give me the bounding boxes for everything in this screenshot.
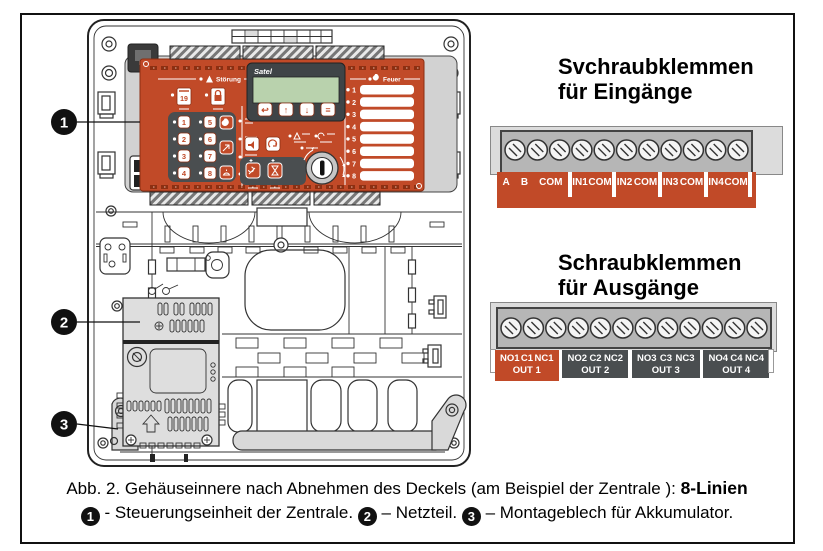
svg-text:1: 1 xyxy=(59,114,69,132)
svg-text:7: 7 xyxy=(352,161,356,169)
svg-text:7: 7 xyxy=(207,152,213,161)
svg-text:1: 1 xyxy=(352,87,356,95)
outputs-title-line2: für Ausgänge xyxy=(558,275,699,300)
input-group-in4: IN4 COM xyxy=(708,177,748,188)
output-group-out4: NO4 C4 NC4 OUT 4 xyxy=(703,350,769,378)
svg-text:8: 8 xyxy=(207,169,213,178)
svg-text:4: 4 xyxy=(352,124,356,132)
keypad xyxy=(168,112,236,182)
tamper-switch xyxy=(100,238,130,274)
svg-text:2: 2 xyxy=(59,314,69,332)
key-slot xyxy=(320,161,325,176)
lcd-screen xyxy=(253,77,339,103)
service-panel xyxy=(240,157,306,188)
svg-text:8: 8 xyxy=(352,173,356,181)
output-terminal-labels xyxy=(491,350,773,382)
svg-text:5: 5 xyxy=(352,136,356,144)
arrow-down-icon: ↓ xyxy=(304,105,310,115)
svg-text:3: 3 xyxy=(181,152,187,161)
svg-text:1: 1 xyxy=(181,118,187,127)
svg-text:Feuer: Feuer xyxy=(383,76,401,84)
output-group-out3: NO3 C3 NC3 OUT 3 xyxy=(632,350,700,378)
caption-badge-1: 1 xyxy=(81,507,100,526)
input-terminal-labels xyxy=(497,172,756,208)
input-group-in3: IN3 COM xyxy=(662,177,704,188)
menu-icon: ≡ xyxy=(325,105,331,115)
inputs-title-line2: für Eingänge xyxy=(558,79,693,104)
caption-badge-2: 2 xyxy=(358,507,377,526)
svg-text:3: 3 xyxy=(352,112,356,120)
svg-text:Störung: Störung xyxy=(216,76,241,84)
output-terminal-strip xyxy=(496,307,772,349)
input-group-in2: IN2 COM xyxy=(616,177,658,188)
figure-caption xyxy=(24,476,790,526)
inputs-title xyxy=(558,54,754,104)
output-screws xyxy=(498,309,770,347)
svg-text:5: 5 xyxy=(207,118,213,127)
input-terminal-strip xyxy=(500,130,753,174)
svg-text:4: 4 xyxy=(181,169,187,178)
outputs-title xyxy=(558,250,741,300)
caption-badge-3: 3 xyxy=(462,507,481,526)
caption-model: 8-Linien xyxy=(680,478,748,498)
svg-text:6: 6 xyxy=(207,135,213,144)
input-group-ab: A B COM xyxy=(502,177,563,188)
lcd-module xyxy=(247,63,345,121)
back-icon: ↩ xyxy=(261,105,269,115)
input-screws xyxy=(502,132,751,172)
output-group-out2: NO2 C2 NC2 OUT 2 xyxy=(562,350,628,378)
svg-text:6: 6 xyxy=(352,149,356,156)
arrow-up-icon: ↑ xyxy=(283,105,289,115)
psu-module xyxy=(117,284,225,448)
caption-line1: Abb. 2. Gehäuseinnere nach Abnehmen des Deckels (am Beispiel der Zentrale ): 8-Linien xyxy=(66,478,748,498)
inputs-title-line1: Svchraubklemmen xyxy=(558,54,754,79)
caption-line2: 1 - Steuerungseinheit der Zentrale. 2 – Netzteil. 3 – Montageblech für Akkumulator. xyxy=(24,501,790,526)
outputs-title-line1: Schraubklemmen xyxy=(558,250,742,275)
brand-logo: Satel xyxy=(254,67,272,76)
svg-text:2: 2 xyxy=(181,135,187,144)
svg-text:2: 2 xyxy=(352,99,356,107)
control-panel-board xyxy=(125,44,457,205)
svg-text:3: 3 xyxy=(59,416,69,434)
input-group-in1: IN1 COM xyxy=(572,177,612,188)
output-group-out1: NO1 C1 NC1 OUT 1 xyxy=(495,350,559,381)
svg-text:19: 19 xyxy=(180,96,188,103)
